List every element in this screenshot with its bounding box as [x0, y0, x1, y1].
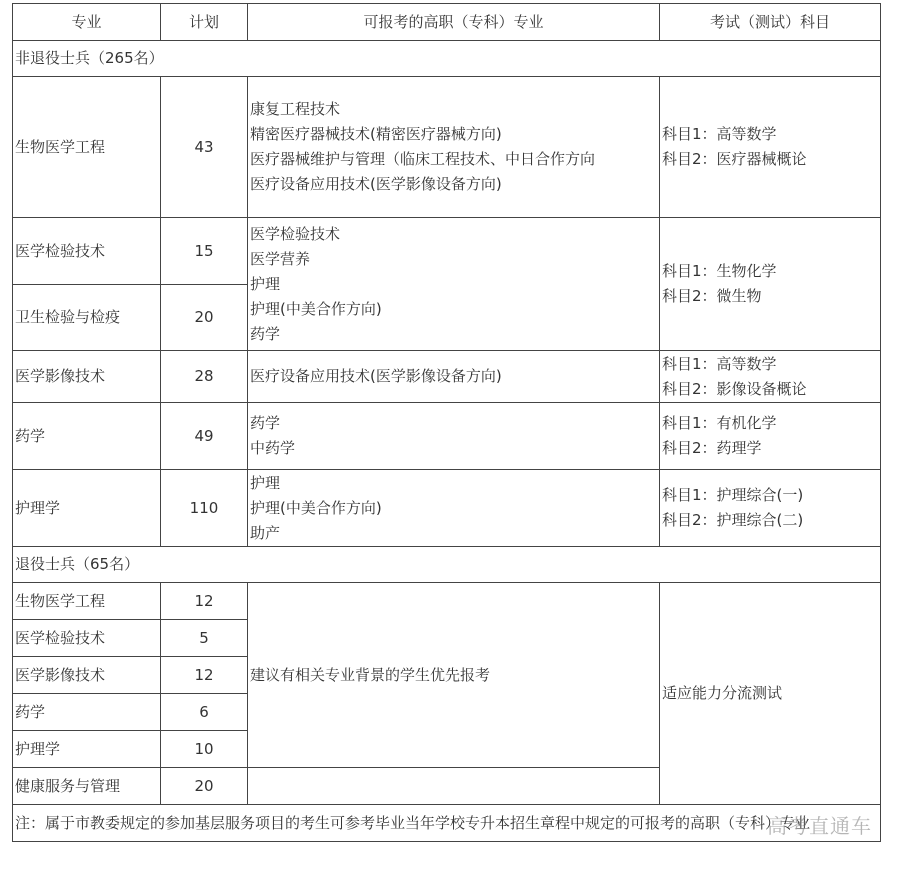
- eligible-item: 助产: [250, 523, 281, 542]
- exam-item: 科目1：有机化学: [662, 414, 777, 432]
- plan-cell: 10: [161, 731, 248, 768]
- exam-item: 科目2：影像设备概论: [662, 379, 807, 398]
- plan-cell: 6: [161, 694, 248, 731]
- major-cell: 药学: [13, 694, 161, 731]
- table-row: [13, 218, 881, 285]
- exam-item: 科目2：医疗器械概论: [662, 150, 807, 168]
- plan-cell: 20: [161, 285, 248, 351]
- major-cell: 生物医学工程: [13, 583, 161, 620]
- exam-cell: [660, 403, 881, 470]
- veteran-eligible-cell: 建议有相关专业背景的学生优先报考: [248, 583, 660, 768]
- header-eligible: 可报考的高职（专科）专业: [248, 4, 660, 41]
- exam-item: 科目1：高等数学: [662, 125, 777, 143]
- eligible-item: 医疗器械维护与管理（临床工程技术、中日合作方向: [250, 150, 596, 168]
- eligible-cell: [248, 77, 660, 218]
- major-cell: 医学检验技术: [13, 620, 161, 657]
- eligible-item: 中药学: [250, 439, 296, 457]
- note-row: [13, 805, 881, 842]
- eligible-item: 护理(中美合作方向): [250, 299, 382, 318]
- exam-cell: [660, 470, 881, 547]
- exam-cell: [660, 218, 881, 351]
- eligible-item: 药学: [250, 324, 281, 343]
- major-cell: 医学检验技术: [13, 218, 161, 285]
- major-cell: 药学: [13, 403, 161, 470]
- plan-cell: 28: [161, 351, 248, 403]
- major-cell: 生物医学工程: [13, 77, 161, 218]
- plan-cell: 12: [161, 583, 248, 620]
- exam-item: 科目1：高等数学: [662, 354, 777, 373]
- plan-cell: 49: [161, 403, 248, 470]
- section-row-non-veteran: [13, 41, 881, 77]
- eligible-item: 医学检验技术: [250, 224, 341, 243]
- empty-cell: [248, 768, 660, 805]
- footnote: 注：属于市教委规定的参加基层服务项目的考生可参考毕业当年学校专升本招生章程中规定的可报考的高职（专科）专业: [13, 805, 881, 842]
- plan-cell: 15: [161, 218, 248, 285]
- section-row-veteran: [13, 547, 881, 583]
- header-plan: 计划: [161, 4, 248, 41]
- eligible-item: 医疗设备应用技术(医学影像设备方向): [250, 367, 502, 385]
- major-cell: 护理学: [13, 731, 161, 768]
- header-exam: 考试（测试）科目: [660, 4, 881, 41]
- eligible-cell: [248, 403, 660, 470]
- table-row: [13, 351, 881, 403]
- watermark-text: 高考直通车: [767, 814, 872, 838]
- exam-cell: [660, 351, 881, 403]
- table-row: [13, 583, 881, 620]
- eligible-item: 护理: [250, 274, 281, 293]
- table-row: [13, 403, 881, 470]
- eligible-cell: [248, 470, 660, 547]
- exam-item: 科目1：生物化学: [662, 262, 777, 280]
- plan-cell: 110: [161, 470, 248, 547]
- plan-cell: 12: [161, 657, 248, 694]
- eligible-item: 医学营养: [250, 249, 311, 268]
- eligible-cell: [248, 218, 660, 351]
- exam-item: 科目2：护理综合(二): [662, 511, 804, 529]
- exam-item: 科目1：护理综合(一): [662, 486, 804, 504]
- eligible-item: 护理: [250, 473, 281, 492]
- exam-item: 科目2：微生物: [662, 287, 762, 305]
- major-cell: 卫生检验与检疫: [13, 285, 161, 351]
- major-cell: 医学影像技术: [13, 657, 161, 694]
- plan-cell: 5: [161, 620, 248, 657]
- eligible-item: 药学: [250, 414, 281, 432]
- eligible-item: 医疗设备应用技术(医学影像设备方向): [250, 175, 502, 193]
- veteran-exam-cell: 适应能力分流测试: [660, 583, 881, 805]
- plan-cell: 43: [161, 77, 248, 218]
- exam-cell: [660, 77, 881, 218]
- plan-cell: 20: [161, 768, 248, 805]
- major-cell: 护理学: [13, 470, 161, 547]
- header-major: 专业: [13, 4, 161, 41]
- section-title-veteran: 退役士兵（65名）: [13, 547, 881, 583]
- eligible-item: 康复工程技术: [250, 100, 341, 118]
- admission-plan-table: [12, 3, 881, 842]
- eligible-cell: [248, 351, 660, 403]
- major-cell: 健康服务与管理: [13, 768, 161, 805]
- exam-item: 科目2：药理学: [662, 439, 762, 457]
- major-cell: 医学影像技术: [13, 351, 161, 403]
- section-title-non-veteran: 非退役士兵（265名）: [13, 41, 881, 77]
- table-row: [13, 77, 881, 218]
- eligible-item: 精密医疗器械技术(精密医疗器械方向): [250, 125, 502, 143]
- eligible-item: 护理(中美合作方向): [250, 498, 382, 517]
- table-row: [13, 470, 881, 547]
- table-header-row: [13, 4, 881, 41]
